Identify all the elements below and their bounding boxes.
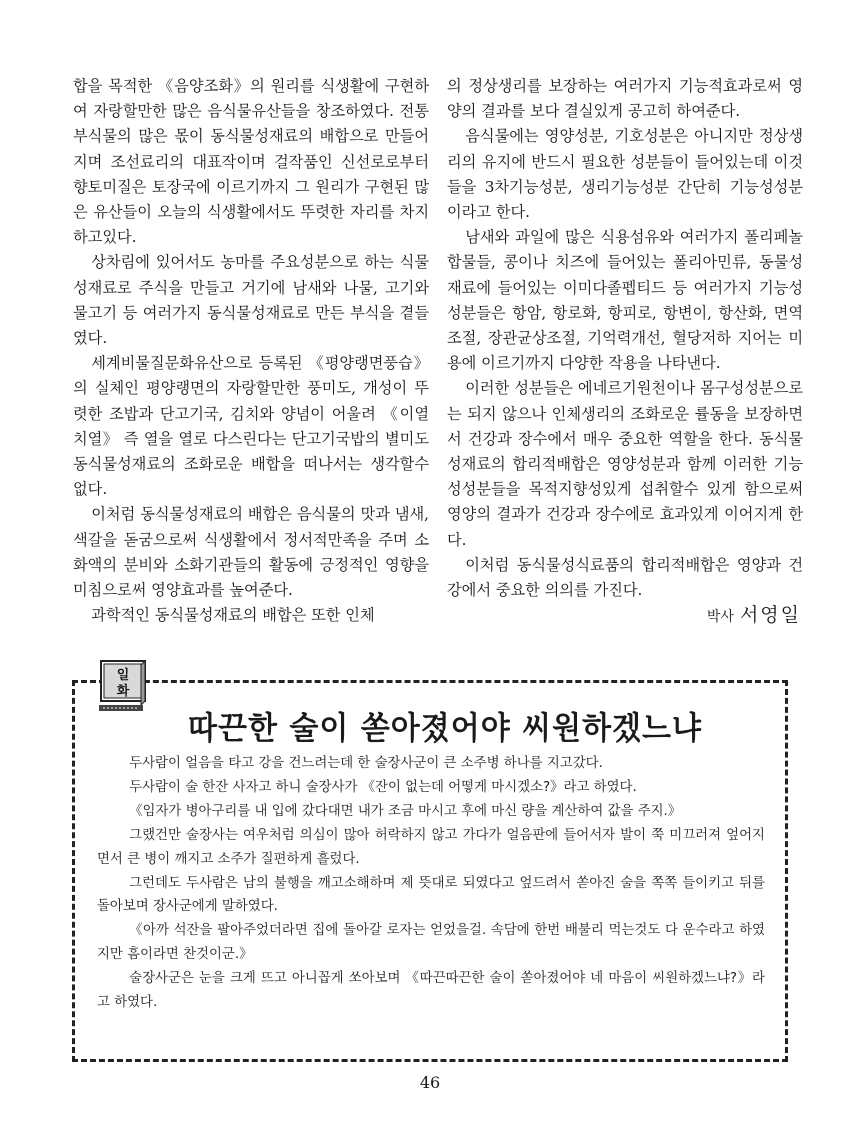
author-name: 서영일 bbox=[739, 604, 801, 627]
article-paragraph: 이처럼 동식물성식료품의 합리적배합은 영양과 건강에서 중요한 의의를 가진다. bbox=[447, 555, 803, 600]
page-number: 46 bbox=[419, 1073, 441, 1092]
story-paragraph: 두사람이 술 한잔 사자고 하니 술장사가 《잔이 없는데 어떻게 마시겠소?》라고 하였다. bbox=[129, 779, 637, 795]
story-paragraph: 두사람이 얼음을 타고 강을 건느려는데 한 술장사군이 큰 소주병 하나를 지고갔다. bbox=[129, 756, 603, 771]
story-paragraph: 《아까 석잔을 팔아주었더라면 집에 돌아갈 로자는 얻었을걸. 속담에 한번 배불리 먹는것도 다 운수라고 하였지만 흠이라면 찬것이군.》 bbox=[97, 923, 765, 963]
humor-badge-icon bbox=[95, 655, 149, 715]
article-paragraph: 남새와 과일에 많은 식용섬유와 여러가지 폴리페놀합물들, 콩이나 치즈에 들어있는 폴리아민류, 동물성재료에 들어있는 이미다졸펩티드 등 여러가지 기능성성분들은 항암, 항로화, 항피로, 항변이, 항산화, 면역조절, 장관균상조절, 기억력개선, 혈당저하 지어는 미용에 이르기까지 다양한 작용을 나타낸다. bbox=[447, 228, 803, 373]
author-signature bbox=[447, 603, 803, 630]
article-paragraph: 과학적인 동식물성재료의 배합은 또한 인체 bbox=[91, 606, 375, 625]
story-paragraph: 그랬건만 술장사는 여우처럼 의심이 많아 허락하지 않고 가다가 얼음판에 들어서자 발이 쭉 미끄러져 엎어지면서 큰 병이 깨지고 소주가 질편하게 흘렀다. bbox=[97, 827, 765, 867]
article-paragraph: 의 정상생리를 보장하는 여러가지 기능적효과로써 영양의 결과를 보다 결실있게 공고히 하여준다. bbox=[447, 77, 803, 121]
story-paragraph: 그런데도 두사람은 남의 불행을 깨고소해하며 제 뜻대로 되였다고 엎드려서 쏟아진 술을 쪽쪽 들이키고 뒤를 돌아보며 장사군에게 말하였다. bbox=[97, 875, 765, 915]
article-paragraph: 세계비물질문화유산으로 등록된 《평양랭면풍습》의 실체인 평양랭면의 자랑할만한 풍미도, 개성이 뚜렷한 조밥과 단고기국, 김치와 양념이 어울려 《이열치열》 즉 열을 열로 다스린다는 단고기국밥의 별미도 동식물성재료의 조화로운 배합을 떠나서는 생각할수 없다. bbox=[73, 354, 429, 499]
article-paragraph: 이처럼 동식물성재료의 배합은 음식물의 맛과 냄새, 색갈을 돋굼으로써 식생활에서 정서적만족을 주며 소화액의 분비와 소화기관들의 활동에 긍정적인 영향을 미침으로써 영양효과를 높여준다. bbox=[73, 505, 429, 600]
humor-title: 따끈한 술이 쏟아졌어야 씨원하겠느냐 bbox=[187, 710, 702, 748]
author-title: 박사 bbox=[706, 609, 734, 626]
article-column-left bbox=[73, 74, 429, 628]
badge-text-line2: 화 bbox=[116, 684, 130, 699]
article-paragraph: 상차림에 있어서도 농마를 주요성분으로 하는 식물성재료로 주식을 만들고 거기에 남새와 나물, 고기와 물고기 등 여러가지 동식물성재료로 만든 부식을 곁들였다. bbox=[73, 253, 429, 348]
story-paragraph: 《임자가 병아구리를 내 입에 갔다대면 내가 조금 마시고 후에 마신 량을 계산하여 값을 주지.》 bbox=[129, 803, 682, 819]
article-paragraph: 이러한 성분들은 에네르기원천이나 몸구성성분으로는 되지 않으나 인체생리의 조화로운 률동을 보장하면서 건강과 장수에서 매우 중요한 역할을 한다. 동식물성재료의 합리적배합은 영양성분과 함께 이러한 기능성성분들을 목적지향성있게 섭취할수 있게 함으로써 영양의 결과가 건강과 장수에로 효과있게 이어지게 한다. bbox=[447, 379, 803, 549]
article-paragraph: 합을 목적한 《음양조화》의 원리를 식생활에 구현하여 자랑할만한 많은 음식물유산들을 창조하였다. 전통부식물의 많은 몫이 동식물성재료의 배합으로 만들어지며 조선료리의 대표작이며 걸작품인 신선로로부터 향토미질은 토장국에 이르기까지 그 원리가 구현된 많은 유산들이 오늘의 식생활에서도 뚜렷한 자리를 차지하고있다. bbox=[73, 77, 429, 247]
article-column-right bbox=[447, 74, 803, 630]
humor-story bbox=[97, 752, 765, 1015]
story-paragraph: 술장사군은 눈을 크게 뜨고 아니꼽게 쏘아보며 《따끈따끈한 술이 쏟아졌어야 네 마음이 씨원하겠느냐?》라고 하였다. bbox=[97, 971, 765, 1011]
article-paragraph: 음식물에는 영양성분, 기호성분은 아니지만 정상생리의 유지에 반드시 필요한 성분들이 들어있는데 이것들을 3차기능성분, 생리기능성분 간단히 기능성성분이라고 한다. bbox=[447, 127, 803, 222]
badge-text-line1: 일 bbox=[116, 668, 130, 683]
